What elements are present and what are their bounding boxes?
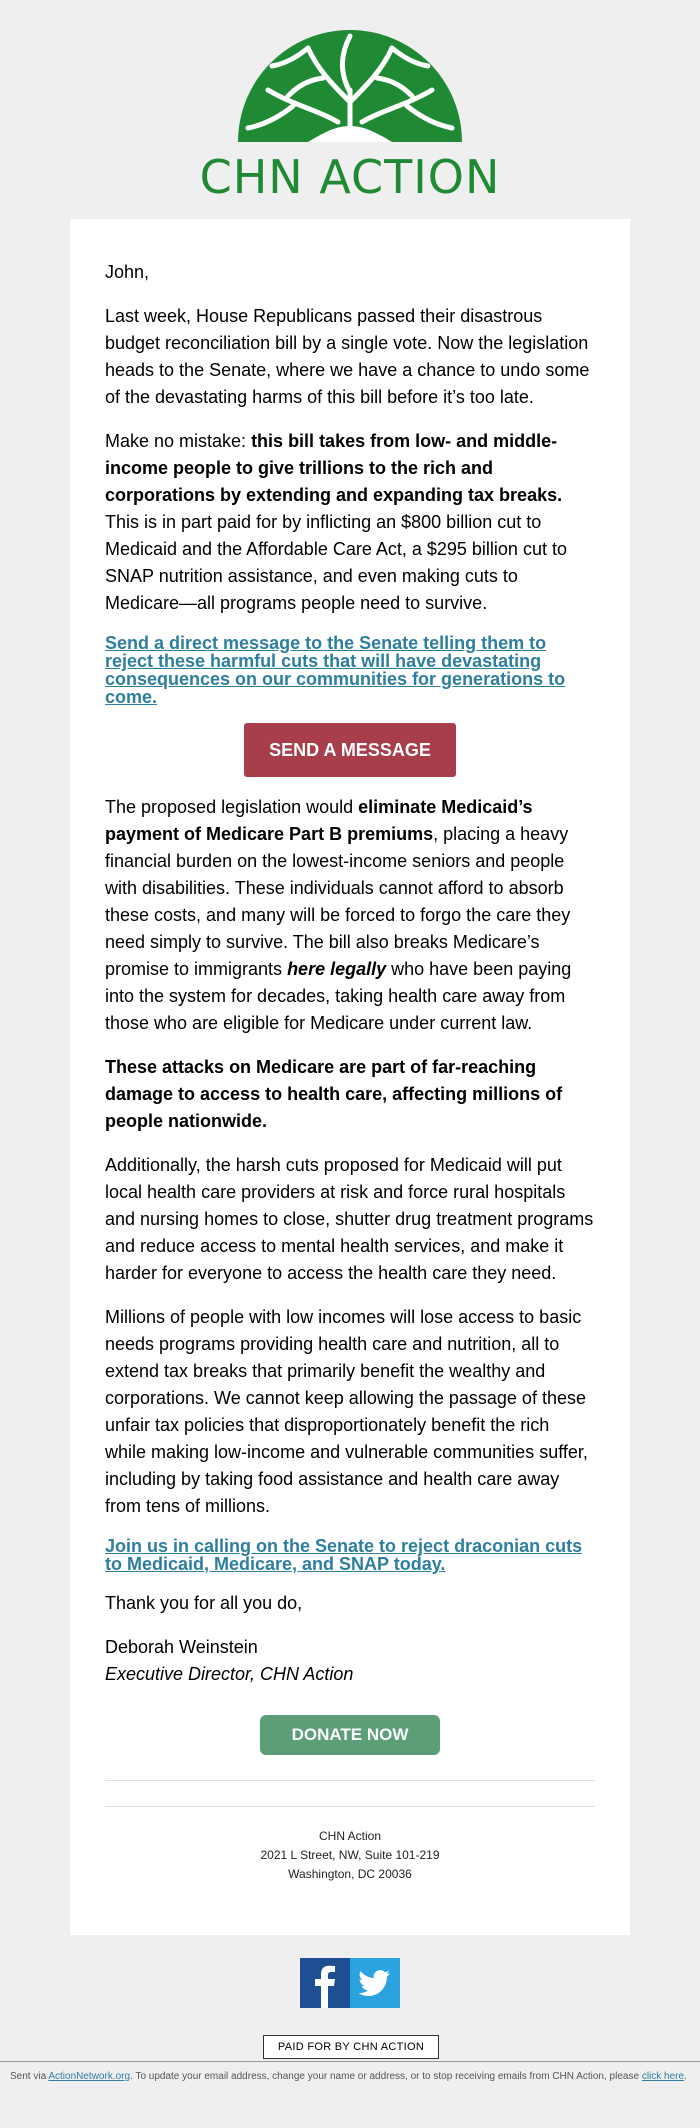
email-card xyxy=(70,219,630,1935)
header-logo xyxy=(0,0,700,210)
paragraph-medicare-bold: eliminate Medicaid’s payment of Medicare Part B premiums xyxy=(105,797,533,844)
paragraph-medicare-c: who have been paying into the system for decades, taking health care away from those who are eligible for Medicare under current law. xyxy=(105,959,572,1033)
footer-divider xyxy=(0,2061,700,2062)
paragraph-mistake-lead: Make no mistake: xyxy=(105,431,252,451)
paid-for-notice: PAID FOR BY CHN ACTION xyxy=(263,2035,439,2059)
paragraph-mistake-rest: This is in part paid for by inflicting an $800 billion cut to Medicaid and the Affordable Care Act, a $295 billion cut to SNAP nutrition assistance, and even making cuts to Medicare—all programs people need to survive. xyxy=(105,512,567,613)
mailing-address xyxy=(105,1827,595,1884)
footer-end: . xyxy=(684,2071,687,2082)
thanks: Thank you for all you do, xyxy=(105,1593,303,1613)
paragraph-mistake-bold: this bill takes from low- and middle-income people to give trillions to the rich and corporations by extending and expanding tax breaks. xyxy=(105,431,563,505)
paragraph-medicare-italic: here legally xyxy=(287,959,387,979)
paragraph-medicare xyxy=(105,794,595,1037)
paragraph-mistake xyxy=(105,428,595,617)
signature xyxy=(105,1634,595,1688)
brand-name: CHN ACTION xyxy=(199,150,501,204)
facebook-icon[interactable] xyxy=(300,1958,350,2008)
paragraph-millions: Millions of people with low incomes will lose access to basic needs programs providing health care and nutrition, all to extend tax breaks that primarily benefit the wealthy and corporations. We cannot keep allowing the passage of these unfair tax policies that disproportionately benefit the rich while making low-income and vulnerable communities suffer, including by taking food assistance and health care away from tens of millions. xyxy=(105,1307,588,1516)
paragraph-attacks xyxy=(105,1054,595,1135)
divider-bottom xyxy=(105,1806,595,1807)
action-network-link[interactable]: ActionNetwork.org xyxy=(48,2071,131,2082)
address-street: 2021 L Street, NW, Suite 101-219 xyxy=(260,1848,440,1862)
paragraph-attacks-bold: These attacks on Medicare are part of far-reaching damage to access to health care, affecting millions of people nationwide. xyxy=(105,1057,563,1131)
paragraph-medicare-a: The proposed legislation would xyxy=(105,797,359,817)
send-button-wrap xyxy=(105,723,595,777)
donate-button-wrap xyxy=(105,1715,595,1755)
donate-now-button[interactable]: DONATE NOW xyxy=(260,1715,440,1755)
click-here-link[interactable]: click here xyxy=(641,2071,685,2082)
signer-title: Executive Director, CHN Action xyxy=(105,1664,354,1684)
paragraph-medicaid-cuts: Additionally, the harsh cuts proposed for Medicaid will put local health care providers at risk and force rural hospitals and nursing homes to close, shutter drug treatment programs and reduce access to mental health services, and make it harder for everyone to access the health care they need. xyxy=(105,1155,594,1283)
email-body xyxy=(105,259,595,1884)
footer-text xyxy=(10,2069,690,2085)
paragraph-medicare-b: , placing a heavy financial burden on the lowest-income seniors and people with disabilities. These individuals cannot afford to absorb these costs, and many will be forced to forgo the care they need simply to survive. The bill also breaks Medicare’s promise to immigrants xyxy=(105,824,571,979)
greeting: John, xyxy=(105,262,150,282)
paragraph-intro: Last week, House Republicans passed their disastrous budget reconciliation bill by a single vote. Now the legislation heads to the Senate, where we have a chance to undo some of the devastating harms of this bill before it’s too late. xyxy=(105,306,590,407)
twitter-icon[interactable] xyxy=(350,1958,400,2008)
divider-top xyxy=(105,1780,595,1781)
join-us-link[interactable]: Join us in calling on the Senate to reject draconian cuts to Medicaid, Medicare, and SNAP today. xyxy=(105,1536,583,1574)
signer-name: Deborah Weinstein xyxy=(105,1637,258,1657)
footer-update-text: . To update your email address, change your name or address, or to stop receiving emails from CHN Action, please xyxy=(130,2071,642,2082)
tree-logo-icon xyxy=(238,30,462,142)
address-org: CHN Action xyxy=(318,1829,382,1843)
footer-sent-via: Sent via xyxy=(10,2071,49,2082)
address-city: Washington, DC 20036 xyxy=(288,1867,412,1881)
senate-message-link[interactable]: Send a direct message to the Senate telling them to reject these harmful cuts that will have devastating consequences on our communities for generations to come. xyxy=(105,633,566,707)
social-links xyxy=(300,1958,400,2008)
send-message-button[interactable]: SEND A MESSAGE xyxy=(244,723,456,777)
